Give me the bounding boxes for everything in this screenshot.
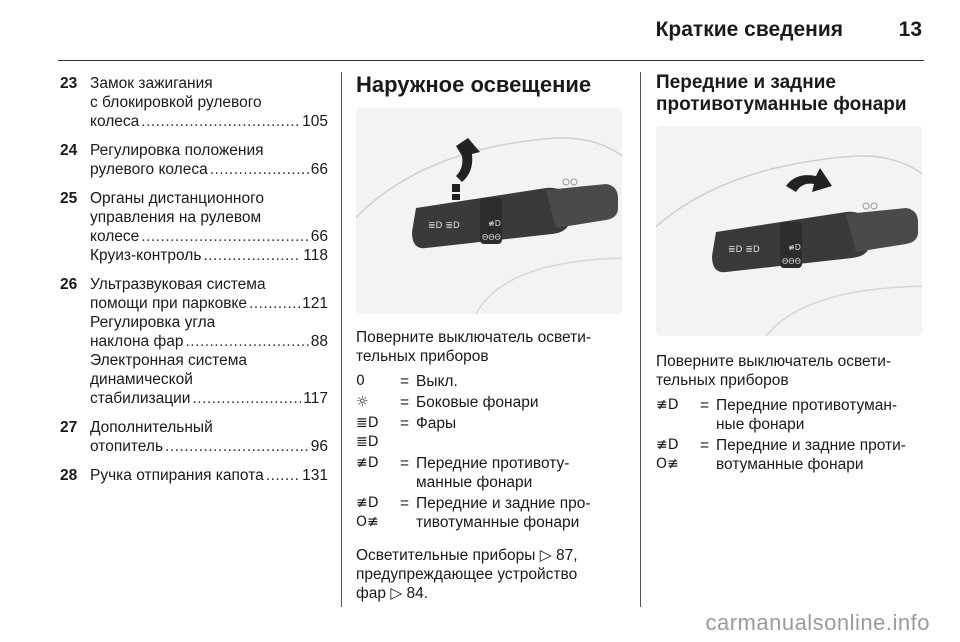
toc-line xyxy=(90,351,328,370)
toc-line-text: Ручка отпирания капота xyxy=(90,467,264,484)
toc-page-number[interactable]: 96 xyxy=(310,438,328,455)
toc-line-text: с блокировкой рулевого xyxy=(90,94,262,111)
exterior-note-line2: предупреждающее устройство xyxy=(356,566,578,583)
toc-entry xyxy=(60,141,328,179)
exterior-lighting-section xyxy=(356,72,626,603)
legend-text xyxy=(416,393,626,412)
toc-leader-dots xyxy=(141,227,308,246)
legend-equals: = xyxy=(700,397,710,414)
header-rule xyxy=(58,60,924,61)
light-switch-drawing xyxy=(356,108,622,314)
light-symbol-icon: 0 xyxy=(356,373,365,389)
legend-equals: = xyxy=(400,373,410,390)
toc-entry xyxy=(60,466,328,485)
toc-line-text: наклона фар xyxy=(90,333,184,350)
toc-line-text: Электронная система xyxy=(90,352,248,369)
toc-leader-dots xyxy=(210,160,309,179)
light-switch-illustration xyxy=(356,108,622,314)
toc-line xyxy=(90,208,328,227)
svg-text:≢D: ≢D xyxy=(488,219,501,228)
toc-leader-dots xyxy=(185,332,308,351)
legend-row xyxy=(356,414,626,452)
toc-page-number[interactable]: 66 xyxy=(310,228,328,245)
fog-instruction-line2: тельных приборов xyxy=(656,372,789,389)
legend-equals: = xyxy=(700,437,710,454)
legend-row xyxy=(656,396,926,434)
svg-text:≣D ≣D: ≣D ≣D xyxy=(728,245,760,255)
legend-equals: = xyxy=(400,394,410,411)
toc-leader-dots xyxy=(249,294,300,313)
toc-line-text: колеса xyxy=(90,113,140,130)
svg-text:ΘΘΘ: ΘΘΘ xyxy=(782,257,801,266)
toc-line xyxy=(90,189,328,208)
toc-entry xyxy=(60,418,328,456)
toc-line[interactable] xyxy=(90,466,328,485)
note-page-ref[interactable]: 84. xyxy=(406,585,429,602)
toc-line-text: Круиз-контроль xyxy=(90,247,202,264)
toc-line xyxy=(90,418,328,437)
reference-arrow-icon: ▷ xyxy=(539,546,552,564)
legend-text-line: Передние и задние про- xyxy=(416,495,591,512)
fog-lights-title-line2: противотуманные фонари xyxy=(656,94,907,115)
toc-entry-number: 27 xyxy=(60,419,78,436)
reference-arrow-icon: ▷ xyxy=(390,584,403,602)
toc-line[interactable] xyxy=(90,294,328,313)
note-page-ref[interactable]: 87, xyxy=(556,547,578,564)
toc-line[interactable] xyxy=(90,160,328,179)
legend-text xyxy=(416,414,626,433)
legend-text xyxy=(416,494,626,532)
legend-text xyxy=(716,396,926,434)
legend-text xyxy=(416,454,626,492)
toc-line[interactable] xyxy=(90,437,328,456)
toc-line[interactable] xyxy=(90,227,328,246)
fog-lights-section xyxy=(656,72,926,476)
toc-line xyxy=(90,370,328,389)
toc-entry xyxy=(60,189,328,265)
toc-line[interactable] xyxy=(90,246,328,265)
toc-page-number[interactable]: 66 xyxy=(310,161,328,178)
toc-line-text: стабилизации xyxy=(90,390,191,407)
toc-entry-number: 28 xyxy=(60,467,78,484)
light-symbol-icon: ≢D O≢ xyxy=(356,495,379,530)
page-header xyxy=(0,0,960,58)
light-symbol-icon: ≣D ≣D xyxy=(356,415,379,450)
exterior-lighting-title: Наружное освещение xyxy=(356,72,592,97)
toc-line xyxy=(90,313,328,332)
toc-line xyxy=(90,93,328,112)
legend-text-line: Передние противоту- xyxy=(416,455,570,472)
toc-line-text: помощи при парковке xyxy=(90,295,248,312)
legend-row xyxy=(356,393,626,412)
exterior-note-line3 xyxy=(356,584,626,603)
legend-row xyxy=(656,436,926,474)
toc-line-text: управления на рулевом xyxy=(90,209,262,226)
fog-lights-title-line1: Передние и задние xyxy=(656,72,836,93)
toc-leader-dots xyxy=(141,112,300,131)
toc-line-text: динамической xyxy=(90,371,193,388)
toc-page-number[interactable]: 117 xyxy=(303,390,328,407)
legend-row xyxy=(356,494,626,532)
toc-entry xyxy=(60,74,328,131)
legend-text xyxy=(416,372,626,391)
toc-entry-number: 23 xyxy=(60,75,78,92)
light-symbol-icon: ≢D xyxy=(656,397,679,413)
toc-page-number[interactable]: 131 xyxy=(302,467,328,484)
toc-page-number[interactable]: 121 xyxy=(302,295,328,312)
legend-equals: = xyxy=(400,455,410,472)
toc-line-text: рулевого колеса xyxy=(90,161,208,178)
page-number: 13 xyxy=(898,18,922,41)
legend-text-line: Боковые фонари xyxy=(416,394,539,411)
note-text: Осветительные приборы xyxy=(356,547,536,564)
column-divider-right xyxy=(640,72,641,607)
toc-page-number[interactable]: 88 xyxy=(310,333,328,350)
toc-leader-dots xyxy=(203,246,301,265)
light-symbol-icon: ☼ xyxy=(356,394,369,410)
toc-entry-number: 24 xyxy=(60,142,78,159)
toc-page-number[interactable]: 105 xyxy=(302,113,328,130)
legend-text-line: ные фонари xyxy=(716,416,805,433)
exterior-instruction-line1: Поверните выключатель освети- xyxy=(356,329,592,346)
fog-legend xyxy=(656,396,926,474)
light-symbol-icon: ≢D O≢ xyxy=(656,437,679,472)
legend-text xyxy=(716,436,926,474)
toc-line-text: Органы дистанционного xyxy=(90,190,265,207)
legend-text-line: вотуманные фонари xyxy=(716,456,864,473)
fog-instruction-line1: Поверните выключатель освети- xyxy=(656,353,892,370)
legend-row xyxy=(356,454,626,492)
legend-text-line: Передние и задние проти- xyxy=(716,437,906,454)
exterior-instruction-line2: тельных приборов xyxy=(356,348,489,365)
toc-entry-number: 26 xyxy=(60,276,78,293)
legend-text-line: манные фонари xyxy=(416,474,533,491)
toc-line-text: Ультразвуковая система xyxy=(90,276,266,293)
svg-text:≢D: ≢D xyxy=(788,243,801,252)
column-divider-left xyxy=(341,72,342,607)
toc-line xyxy=(90,74,328,93)
legend-equals: = xyxy=(400,495,410,512)
toc-list xyxy=(60,74,328,495)
svg-text:≣D ≣D: ≣D ≣D xyxy=(428,221,460,231)
exterior-legend xyxy=(356,372,626,532)
toc-line-text: Регулировка угла xyxy=(90,314,216,331)
svg-text:ΘΘΘ: ΘΘΘ xyxy=(482,233,501,242)
watermark: carmanualsonline.info xyxy=(705,610,930,635)
toc-line-text: колесе xyxy=(90,228,140,245)
toc-line xyxy=(90,141,328,160)
legend-text-line: Фары xyxy=(416,415,457,432)
exterior-note-line1 xyxy=(356,546,626,565)
toc-line-text: Дополнительный xyxy=(90,419,213,436)
light-symbol-icon: ≢D xyxy=(356,455,379,471)
legend-equals: = xyxy=(400,415,410,432)
toc-line-text: Регулировка положения xyxy=(90,142,264,159)
legend-text-line: тивотуманные фонари xyxy=(416,514,580,531)
note-text: фар xyxy=(356,585,386,602)
toc-leader-dots xyxy=(165,437,309,456)
toc-line-text: Замок зажигания xyxy=(90,75,213,92)
toc-line-text: отопитель xyxy=(90,438,164,455)
toc-line[interactable] xyxy=(90,112,328,131)
toc-entry-number: 25 xyxy=(60,190,78,207)
toc-leader-dots xyxy=(192,389,301,408)
toc-line[interactable] xyxy=(90,332,328,351)
toc-entry xyxy=(60,275,328,408)
toc-line[interactable] xyxy=(90,389,328,408)
header-title: Краткие сведения xyxy=(655,18,843,41)
legend-row xyxy=(356,372,626,391)
legend-text-line: Выкл. xyxy=(416,373,458,390)
toc-page-number[interactable]: 118 xyxy=(303,247,328,264)
fog-switch-drawing xyxy=(656,126,922,336)
fog-switch-illustration xyxy=(656,126,922,336)
legend-text-line: Передние противотуман- xyxy=(716,397,898,414)
toc-line xyxy=(90,275,328,294)
toc-leader-dots xyxy=(266,466,300,485)
